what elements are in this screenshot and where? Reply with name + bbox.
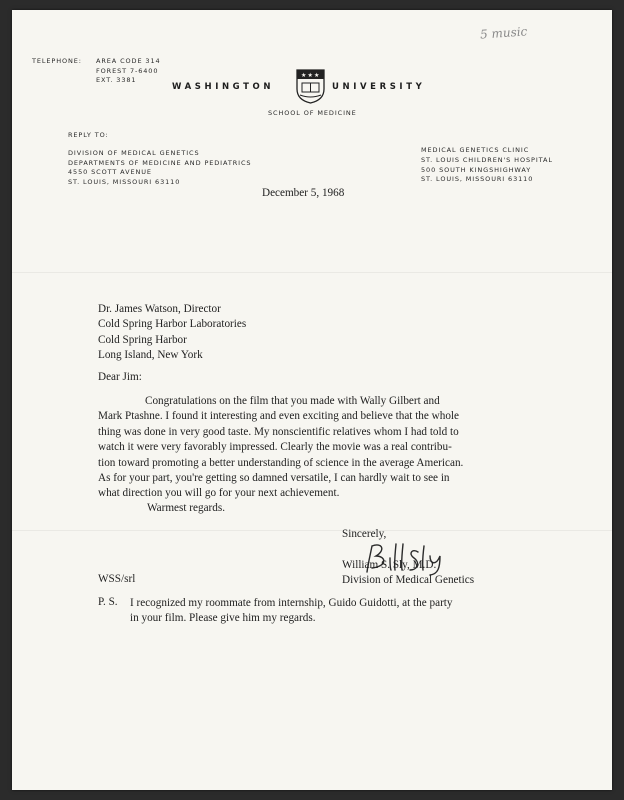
signatory-name: William S. Sly, M.D.	[342, 559, 437, 571]
postscript-label: P. S.	[98, 596, 118, 608]
clinic-line: 500 SOUTH KINGSHIGHWAY	[421, 165, 532, 174]
telephone-line: AREA CODE 314	[96, 57, 161, 65]
body-line: As for your part, you're getting so damned versatile, I can hardly wait to see in	[98, 472, 450, 485]
recipient-line: Long Island, New York	[98, 349, 203, 362]
recipient-line: Dr. James Watson, Director	[98, 303, 221, 315]
university-name-right: UNIVERSITY	[332, 82, 426, 92]
university-seal-logo	[296, 69, 325, 104]
reply-to-label: REPLY TO:	[68, 131, 109, 139]
paper-fold-line	[12, 530, 612, 531]
telephone-line: EXT. 3381	[96, 76, 137, 84]
body-line: Mark Ptashne. I found it interesting and even exciting and believe that the whole	[98, 410, 460, 423]
telephone-line: FOREST 7-6400	[96, 66, 159, 75]
letter-page	[12, 10, 612, 790]
salutation: Dear Jim:	[98, 371, 142, 383]
paper-fold-line	[12, 272, 612, 273]
typist-initials: WSS/srl	[98, 573, 136, 585]
pencil-annotation: 5 music	[479, 24, 528, 42]
university-name-left: WASHINGTON	[172, 82, 275, 92]
body-line: what direction you will go for your next achievement.	[98, 487, 340, 500]
clinic-address	[421, 146, 553, 185]
school-of-medicine: SCHOOL OF MEDICINE	[268, 109, 357, 117]
letter-body	[98, 394, 463, 502]
clinic-line: MEDICAL GENETICS CLINIC	[421, 146, 530, 154]
signatory-title: Division of Medical Genetics	[342, 574, 475, 587]
svg-text:★: ★	[314, 72, 320, 79]
closing-sincerely: Sincerely,	[342, 528, 387, 540]
reply-to-address	[68, 149, 251, 187]
reply-to-line: 4550 SCOTT AVENUE	[68, 168, 152, 177]
body-line: tion toward promoting a better understanding of science in the average American.	[98, 456, 464, 469]
letter-date: December 5, 1968	[262, 187, 345, 199]
telephone-label: TELEPHONE:	[32, 57, 82, 65]
reply-to-line: DIVISION OF MEDICAL GENETICS	[68, 149, 200, 157]
body-line: watch it were very favorably impressed. Clearly the movie was a real contribu-	[98, 441, 452, 454]
telephone-numbers	[96, 57, 161, 86]
postscript-line: in your film. Please give him my regards.	[130, 612, 316, 625]
reply-to-line: DEPARTMENTS OF MEDICINE AND PEDIATRICS	[68, 158, 252, 167]
clinic-line: ST. LOUIS, MISSOURI 63110	[421, 175, 534, 184]
clinic-line: ST. LOUIS CHILDREN'S HOSPITAL	[421, 155, 553, 164]
recipient-line: Cold Spring Harbor	[98, 333, 187, 346]
svg-text:★: ★	[301, 72, 307, 79]
reply-to-line: ST. LOUIS, MISSOURI 63110	[68, 177, 181, 186]
body-line: thing was done in very good taste. My nonscientific relatives whom I had told to	[98, 425, 459, 438]
postscript-line: I recognized my roommate from internship, Guido Guidotti, at the party	[130, 597, 453, 609]
postscript-text	[130, 596, 453, 627]
svg-text:★: ★	[307, 72, 313, 79]
recipient-line: Cold Spring Harbor Laboratories	[98, 318, 247, 331]
warm-regards: Warmest regards.	[147, 502, 226, 514]
recipient-address	[98, 302, 246, 364]
body-line: Congratulations on the film that you made with Wally Gilbert and	[145, 395, 440, 407]
signatory-block	[342, 558, 474, 589]
